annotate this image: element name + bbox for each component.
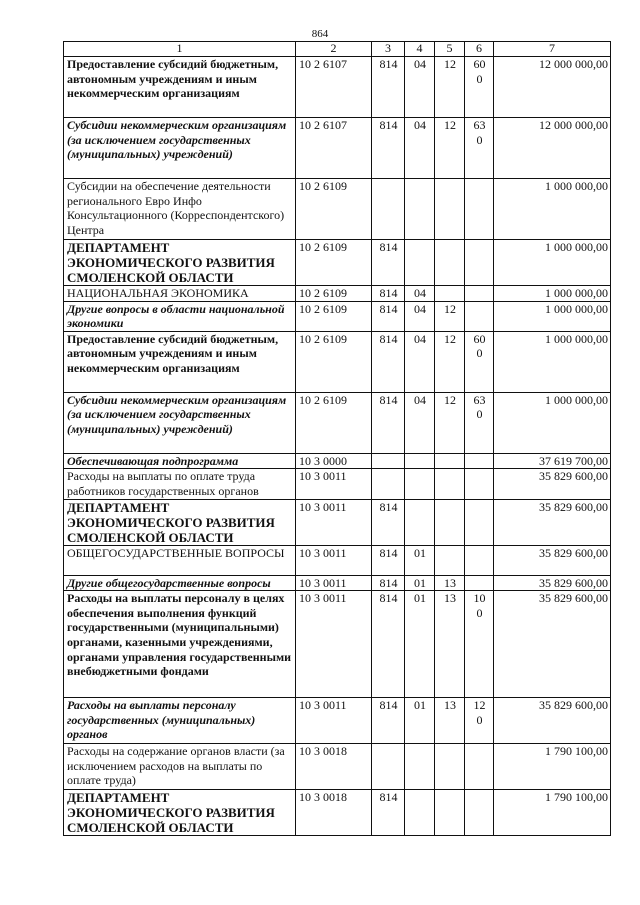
row-col4-cell: 01 [405, 698, 435, 744]
row-col5-cell: 12 [435, 57, 465, 118]
row-col6-cell [465, 179, 494, 240]
row-col6-cell [465, 240, 494, 286]
row-col3-cell [372, 744, 405, 790]
row-col5-cell [435, 240, 465, 286]
row-name-cell: Субсидии на обеспечение деятельности регионального Евро Инфо Консультационного (Корреспондентского) Центра [64, 179, 296, 240]
row-col6-value: 100 [473, 591, 486, 620]
row-col5-cell: 12 [435, 118, 465, 179]
table-body [64, 57, 611, 836]
row-col6-cell [465, 499, 494, 545]
row-col4-cell [405, 453, 435, 469]
row-col6-cell [465, 57, 494, 118]
row-col3-cell: 814 [372, 790, 405, 836]
row-col6-cell [465, 698, 494, 744]
row-col4-cell: 04 [405, 57, 435, 118]
table-row [64, 286, 611, 302]
row-col3-cell [372, 179, 405, 240]
row-col5-cell [435, 179, 465, 240]
row-col4-cell: 04 [405, 392, 435, 453]
row-col3-cell: 814 [372, 392, 405, 453]
row-name-cell: Субсидии некоммерческим организациям (за исключением государственных (муниципальных) учреждений) [64, 392, 296, 453]
row-name-cell: Расходы на выплаты по оплате труда работников государственных органов [64, 469, 296, 499]
row-amount-cell: 1 000 000,00 [494, 301, 611, 331]
row-name-cell: НАЦИОНАЛЬНАЯ ЭКОНОМИКА [64, 286, 296, 302]
column-header-4: 4 [405, 42, 435, 57]
table-row [64, 698, 611, 744]
row-col6-cell [465, 744, 494, 790]
row-code-cell: 10 3 0011 [296, 575, 372, 591]
row-col6-cell [465, 331, 494, 392]
row-amount-cell: 1 000 000,00 [494, 286, 611, 302]
row-col4-cell: 04 [405, 301, 435, 331]
row-col4-cell [405, 179, 435, 240]
row-col6-cell [465, 118, 494, 179]
row-code-cell: 10 3 0018 [296, 744, 372, 790]
row-amount-cell: 35 829 600,00 [494, 575, 611, 591]
row-col5-cell [435, 286, 465, 302]
column-header-2: 2 [296, 42, 372, 57]
row-col4-cell: 01 [405, 591, 435, 698]
row-name-cell: Расходы на выплаты персоналу государственных (муниципальных) органов [64, 698, 296, 744]
row-col5-cell: 12 [435, 392, 465, 453]
row-col5-cell [435, 453, 465, 469]
row-name-cell: Обеспечивающая подпрограмма [64, 453, 296, 469]
row-col5-cell [435, 469, 465, 499]
table-row [64, 392, 611, 453]
row-code-cell: 10 3 0011 [296, 469, 372, 499]
column-header-7: 7 [494, 42, 611, 57]
row-col3-cell: 814 [372, 57, 405, 118]
row-col4-cell [405, 240, 435, 286]
row-col4-cell: 01 [405, 545, 435, 575]
row-col3-cell: 814 [372, 301, 405, 331]
row-amount-cell: 1 790 100,00 [494, 790, 611, 836]
row-col3-cell: 814 [372, 698, 405, 744]
row-amount-cell: 12 000 000,00 [494, 118, 611, 179]
header-row [64, 42, 611, 57]
row-name-cell: Другие общегосударственные вопросы [64, 575, 296, 591]
row-amount-cell: 35 829 600,00 [494, 545, 611, 575]
row-col3-cell: 814 [372, 545, 405, 575]
row-col6-cell [465, 286, 494, 302]
row-code-cell: 10 2 6109 [296, 301, 372, 331]
row-col3-cell: 814 [372, 499, 405, 545]
row-col6-cell [465, 469, 494, 499]
table-row [64, 790, 611, 836]
row-col6-value: 600 [473, 331, 486, 361]
row-col4-cell: 04 [405, 118, 435, 179]
row-col5-cell: 13 [435, 591, 465, 698]
row-col5-cell [435, 744, 465, 790]
row-code-cell: 10 3 0000 [296, 453, 372, 469]
row-amount-cell: 35 829 600,00 [494, 469, 611, 499]
row-col4-cell: 01 [405, 575, 435, 591]
row-amount-cell: 37 619 700,00 [494, 453, 611, 469]
table-row [64, 301, 611, 331]
row-col6-value: 630 [473, 392, 486, 422]
page-number: 864 [311, 28, 329, 40]
row-col6-cell [465, 301, 494, 331]
table-row [64, 575, 611, 591]
table-row [64, 744, 611, 790]
column-header-5: 5 [435, 42, 465, 57]
row-col4-cell [405, 499, 435, 545]
row-col5-cell: 12 [435, 331, 465, 392]
row-amount-cell: 35 829 600,00 [494, 698, 611, 744]
row-amount-cell: 1 000 000,00 [494, 240, 611, 286]
row-code-cell: 10 3 0011 [296, 499, 372, 545]
row-col4-cell: 04 [405, 331, 435, 392]
row-col5-cell [435, 545, 465, 575]
row-col5-cell: 13 [435, 575, 465, 591]
row-code-cell: 10 2 6109 [296, 392, 372, 453]
row-code-cell: 10 2 6109 [296, 240, 372, 286]
row-code-cell: 10 2 6109 [296, 331, 372, 392]
row-col3-cell [372, 453, 405, 469]
row-col4-cell: 04 [405, 286, 435, 302]
row-col6-cell [465, 545, 494, 575]
row-col3-cell: 814 [372, 591, 405, 698]
table-row [64, 179, 611, 240]
row-code-cell: 10 3 0011 [296, 591, 372, 698]
row-code-cell: 10 3 0011 [296, 545, 372, 575]
row-code-cell: 10 2 6107 [296, 118, 372, 179]
row-col3-cell: 814 [372, 118, 405, 179]
column-header-1: 1 [64, 42, 296, 57]
row-col6-cell [465, 591, 494, 698]
row-amount-cell: 1 000 000,00 [494, 179, 611, 240]
row-col6-cell [465, 790, 494, 836]
column-header-3: 3 [372, 42, 405, 57]
row-amount-cell: 1 790 100,00 [494, 744, 611, 790]
table-row [64, 240, 611, 286]
column-header-6: 6 [465, 42, 494, 57]
row-amount-cell: 12 000 000,00 [494, 57, 611, 118]
row-name-cell: ДЕПАРТАМЕНТ ЭКОНОМИЧЕСКОГО РАЗВИТИЯ СМОЛЕНСКОЙ ОБЛАСТИ [64, 790, 296, 836]
row-name-cell: ДЕПАРТАМЕНТ ЭКОНОМИЧЕСКОГО РАЗВИТИЯ СМОЛЕНСКОЙ ОБЛАСТИ [64, 499, 296, 545]
row-col4-cell [405, 744, 435, 790]
row-name-cell: ДЕПАРТАМЕНТ ЭКОНОМИЧЕСКОГО РАЗВИТИЯ СМОЛЕНСКОЙ ОБЛАСТИ [64, 240, 296, 286]
row-amount-cell: 35 829 600,00 [494, 591, 611, 698]
row-code-cell: 10 3 0011 [296, 698, 372, 744]
row-col6-cell [465, 453, 494, 469]
row-col5-cell: 12 [435, 301, 465, 331]
row-name-cell: Субсидии некоммерческим организациям (за исключением государственных (муниципальных) учреждений) [64, 118, 296, 179]
table-row [64, 331, 611, 392]
table-row [64, 499, 611, 545]
row-name-cell: Расходы на выплаты персоналу в целях обеспечения выполнения функций государственными (муниципальными) органами, казенными учреждениями, органами управления государственными внебюджетными фондами [64, 591, 296, 698]
row-name-cell: ОБЩЕГОСУДАРСТВЕННЫЕ ВОПРОСЫ [64, 545, 296, 575]
row-col3-cell: 814 [372, 575, 405, 591]
row-name-cell: Расходы на содержание органов власти (за исключением расходов на выплаты по оплате труда) [64, 744, 296, 790]
row-col5-cell [435, 790, 465, 836]
row-code-cell: 10 2 6109 [296, 286, 372, 302]
table-row [64, 545, 611, 575]
row-col3-cell: 814 [372, 240, 405, 286]
row-col3-cell: 814 [372, 331, 405, 392]
row-col4-cell [405, 469, 435, 499]
row-col5-cell [435, 499, 465, 545]
row-col6-cell [465, 575, 494, 591]
table-row [64, 57, 611, 118]
row-amount-cell: 1 000 000,00 [494, 392, 611, 453]
budget-table [63, 41, 611, 836]
row-code-cell: 10 2 6107 [296, 57, 372, 118]
row-name-cell: Предоставление субсидий бюджетным, автономным учреждениям и иным некоммерческим организациям [64, 57, 296, 118]
row-col4-cell [405, 790, 435, 836]
row-col3-cell [372, 469, 405, 499]
table-row [64, 118, 611, 179]
row-code-cell: 10 3 0018 [296, 790, 372, 836]
row-col6-cell [465, 392, 494, 453]
row-name-cell: Другие вопросы в области национальной экономики [64, 301, 296, 331]
row-col6-value: 630 [473, 118, 486, 147]
row-col5-cell: 13 [435, 698, 465, 744]
row-col6-value: 600 [473, 57, 486, 86]
table-row [64, 469, 611, 499]
row-amount-cell: 35 829 600,00 [494, 499, 611, 545]
row-amount-cell: 1 000 000,00 [494, 331, 611, 392]
table-row [64, 591, 611, 698]
row-col6-value: 120 [473, 698, 486, 727]
table-row [64, 453, 611, 469]
row-name-cell: Предоставление субсидий бюджетным, автономным учреждениям и иным некоммерческим организациям [64, 331, 296, 392]
row-code-cell: 10 2 6109 [296, 179, 372, 240]
row-col3-cell: 814 [372, 286, 405, 302]
